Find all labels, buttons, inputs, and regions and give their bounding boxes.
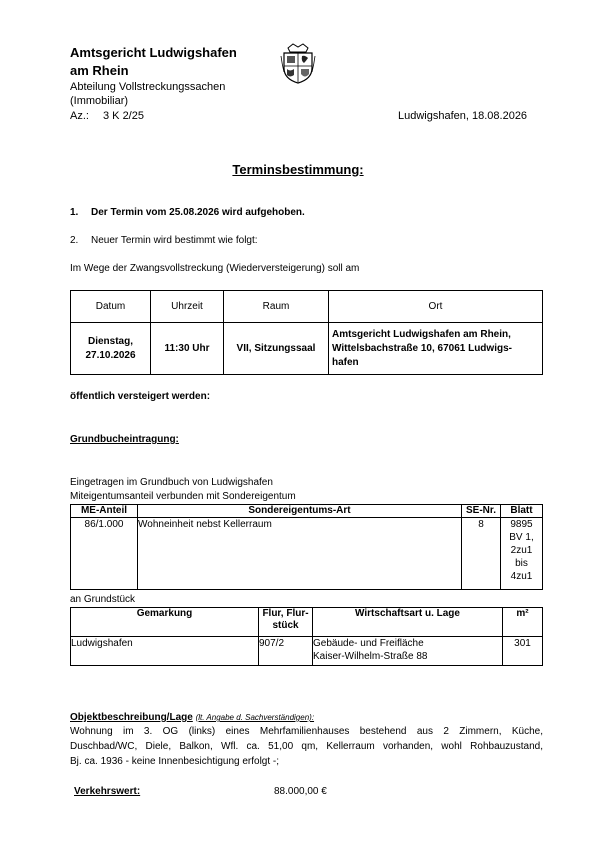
header-blatt: Blatt: [501, 505, 543, 518]
header-ort: Ort: [329, 291, 543, 323]
item1-number: 1.: [70, 207, 79, 218]
termin-place-line2: Wittelsbachstraße 10, 67061 Ludwigs-: [332, 342, 512, 354]
header-se-nr: SE-Nr.: [462, 505, 501, 518]
header-gemarkung: Gemarkung: [71, 608, 259, 637]
grundstueck-table: [70, 607, 543, 666]
cell-blatt: [501, 518, 543, 590]
termin-place-line3: hafen: [332, 356, 359, 368]
blatt-line: 9895: [510, 519, 533, 530]
item1-text: Der Termin vom 25.08.2026 wird aufgehoben.: [91, 207, 305, 218]
az-value: 3 K 2/25: [103, 110, 144, 122]
objekt-heading: Objektbeschreibung/Lage: [70, 712, 193, 723]
termin-time: 11:30 Uhr: [151, 323, 224, 375]
header-me-anteil: ME-Anteil: [71, 505, 138, 518]
header-flur-line1: Flur, Flur-: [262, 608, 309, 619]
sondereigentum-table: [70, 504, 543, 590]
az-label: Az.:: [70, 110, 89, 122]
termin-table: [70, 290, 543, 375]
header-uhrzeit: Uhrzeit: [151, 291, 224, 323]
page-title: Terminsbestimmung:: [232, 162, 364, 177]
header-sondereigentums-art: Sondereigentums-Art: [138, 505, 462, 518]
objekt-heading-row: [70, 712, 314, 723]
verkehrswert-value: 88.000,00 €: [274, 786, 327, 797]
grundstueck-label: an Grundstück: [70, 594, 136, 605]
termin-date: [71, 323, 151, 375]
blatt-line: BV 1,: [509, 532, 534, 543]
termin-place-line1: Amtsgericht Ludwigshafen am Rhein,: [332, 328, 511, 340]
cell-sondereigentums-art: Wohneinheit nebst Kellerraum: [138, 518, 462, 590]
header-raum: Raum: [224, 291, 329, 323]
court-name-line1: Amtsgericht Ludwigshafen: [70, 45, 237, 60]
objekt-line2: Duschbad/WC, Diele, Balkon, Wfl. ca. 51,00 qm, Kellerraum vorhanden, wohl Rohbauzustand,: [70, 741, 543, 752]
wirtschaft-line1: Gebäude- und Freifläche: [313, 638, 424, 649]
grundbuch-line1: Eingetragen im Grundbuch von Ludwigshafen: [70, 477, 273, 488]
cell-me-anteil: 86/1.000: [71, 518, 138, 590]
item2-text: Neuer Termin wird bestimmt wie folgt:: [91, 235, 258, 246]
cell-gemarkung: Ludwigshafen: [71, 637, 259, 666]
auction-text: öffentlich versteigert werden:: [70, 391, 211, 402]
objekt-line3: Bj. ca. 1936 - keine Innenbesichtigung erfolgt -;: [70, 756, 280, 767]
wirtschaft-line2: Kaiser-Wilhelm-Straße 88: [313, 651, 428, 662]
place-date: Ludwigshafen, 18.08.2026: [398, 110, 528, 122]
grundbuch-heading: Grundbucheintragung:: [70, 434, 179, 445]
verkehrswert-label: Verkehrswert:: [74, 786, 141, 797]
coat-of-arms-icon: [280, 42, 316, 84]
objekt-note: (lt. Angabe d. Sachverständigen):: [195, 713, 315, 722]
termin-date-line2: 27.10.2026: [85, 349, 136, 361]
cell-se-nr: 8: [462, 518, 501, 590]
header-m2: m²: [503, 608, 543, 637]
item2-number: 2.: [70, 235, 79, 246]
cell-flur: 907/2: [259, 637, 313, 666]
blatt-line: 2zu1: [510, 545, 533, 556]
blatt-line: bis: [515, 558, 528, 569]
header-datum: Datum: [71, 291, 151, 323]
court-name-line2: am Rhein: [70, 63, 129, 78]
cell-m2: 301: [503, 637, 543, 666]
objekt-line1: Wohnung im 3. OG (links) eines Mehrfamilienhauses bestehend aus 2 Zimmern, Küche,: [70, 726, 543, 737]
header-flur-line2: stück: [272, 620, 299, 631]
header-flur: [259, 608, 313, 637]
intro-text: Im Wege der Zwangsvollstreckung (Wiederversteigerung) soll am: [70, 263, 360, 274]
termin-place: [329, 323, 543, 375]
termin-room: VII, Sitzungssaal: [224, 323, 329, 375]
header-wirtschaftsart: Wirtschaftsart u. Lage: [313, 608, 503, 637]
grundbuch-line2: Miteigentumsanteil verbunden mit Sondereigentum: [70, 491, 296, 502]
blatt-line: 4zu1: [510, 571, 533, 582]
department-line1: Abteilung Vollstreckungssachen: [70, 81, 226, 93]
termin-date-line1: Dienstag,: [87, 335, 133, 347]
department-line2: (Immobiliar): [70, 95, 129, 107]
cell-wirtschaftsart: [313, 637, 503, 666]
